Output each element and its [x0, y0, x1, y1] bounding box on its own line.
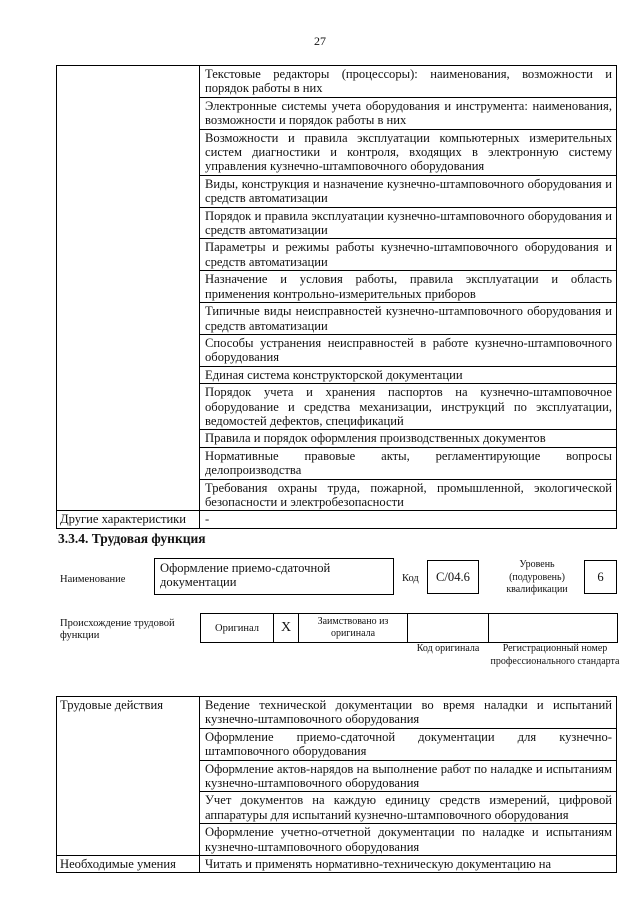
table-cell: Возможности и правила эксплуатации компьютерных измерительных систем диагностики и контроля, входящих в электронную систему управления кузнечно-штамповочного оборудования: [200, 129, 617, 175]
table-cell-left: [57, 66, 200, 511]
table-row: [57, 856, 617, 873]
original-mark: X: [273, 613, 299, 643]
table-cell: Оформление актов-нарядов на выполнение работ по наладке и испытаниям кузнечно-штамповочного оборудования: [200, 760, 617, 792]
table-cell: Оформление приемо-сдаточной документации для кузнечно-штамповочного оборудования: [200, 728, 617, 760]
table-cell: Назначение и условия работы, правила эксплуатации и область применения контрольно-измерительных приборов: [200, 271, 617, 303]
code-field: C/04.6: [427, 560, 479, 594]
table-cell: Учет документов на каждую единицу средств измерений, цифровой аппаратуры для испытаний кузнечно-штамповочного оборудования: [200, 792, 617, 824]
table-row: [57, 66, 617, 98]
name-label: Наименование: [60, 574, 126, 585]
table-cell: Ведение технической документации во время наладки и испытаний кузнечно-штамповочного оборудования: [200, 697, 617, 729]
knowledge-table: [56, 65, 617, 529]
table-cell: Нормативные правовые акты, регламентирующие вопросы делопроизводства: [200, 447, 617, 479]
table-row: [57, 697, 617, 729]
table-cell: Текстовые редакторы (процессоры): наименования, возможности и порядок работы в них: [200, 66, 617, 98]
table-cell: Оформление учетно-отчетной документации по наладке и испытаниям кузнечно-штамповочного оборудования: [200, 824, 617, 856]
level-field: 6: [584, 560, 617, 594]
labor-actions-table: [56, 696, 617, 873]
origin-code-cell: [407, 613, 489, 643]
table-cell: Требования охраны труда, пожарной, промышленной, экологической безопасности и электробезопасности: [200, 479, 617, 511]
registration-number-cell: [488, 613, 618, 643]
table-cell-left: Трудовые действия: [57, 697, 200, 856]
table-cell: Электронные системы учета оборудования и инструмента: наименования, возможности и порядок работы в них: [200, 97, 617, 129]
name-field: Оформление приемо-сдаточной документации: [154, 558, 394, 595]
table-cell: Способы устранения неисправностей в работе кузнечно-штамповочного оборудования: [200, 334, 617, 366]
level-label: Уровень (подуровень) квалификации: [506, 559, 568, 595]
table-cell-left: Необходимые умения: [57, 856, 200, 873]
table-cell: Виды, конструкция и назначение кузнечно-штамповочного оборудования и средств автоматизации: [200, 175, 617, 207]
table-row: [57, 511, 617, 528]
section-heading: 3.3.4. Трудовая функция: [58, 531, 206, 546]
table-cell: Порядок и правила эксплуатации кузнечно-штамповочного оборудования и средств автоматизации: [200, 207, 617, 239]
table-cell: -: [200, 511, 617, 528]
code-label: Код: [402, 573, 419, 584]
table-cell: Порядок учета и хранения паспортов на кузнечно-штамповочное оборудование и средства механизации, инструкций по эксплуатации, ведомостей дефектов, спецификаций: [200, 384, 617, 430]
registration-number-caption: Регистрационный номер профессионального стандарта: [490, 643, 620, 667]
table-cell-left: Другие характеристики: [57, 511, 200, 528]
code-origin-caption: Код оригинала: [416, 643, 480, 654]
original-cell: Оригинал: [200, 613, 274, 643]
borrowed-cell: Заимствовано из оригинала: [298, 613, 408, 643]
table-cell: Единая система конструкторской документации: [200, 366, 617, 383]
table-cell: Типичные виды неисправностей кузнечно-штамповочного оборудования и средств автоматизации: [200, 303, 617, 335]
page-number: 27: [314, 34, 326, 48]
table-cell: Читать и применять нормативно-техническую документацию на: [200, 856, 617, 873]
origin-cells: [201, 613, 618, 643]
origin-label: Происхождение трудовой функции: [60, 618, 175, 641]
table-cell: Параметры и режимы работы кузнечно-штамповочного оборудования и средств автоматизации: [200, 239, 617, 271]
table-cell: Правила и порядок оформления производственных документов: [200, 430, 617, 447]
